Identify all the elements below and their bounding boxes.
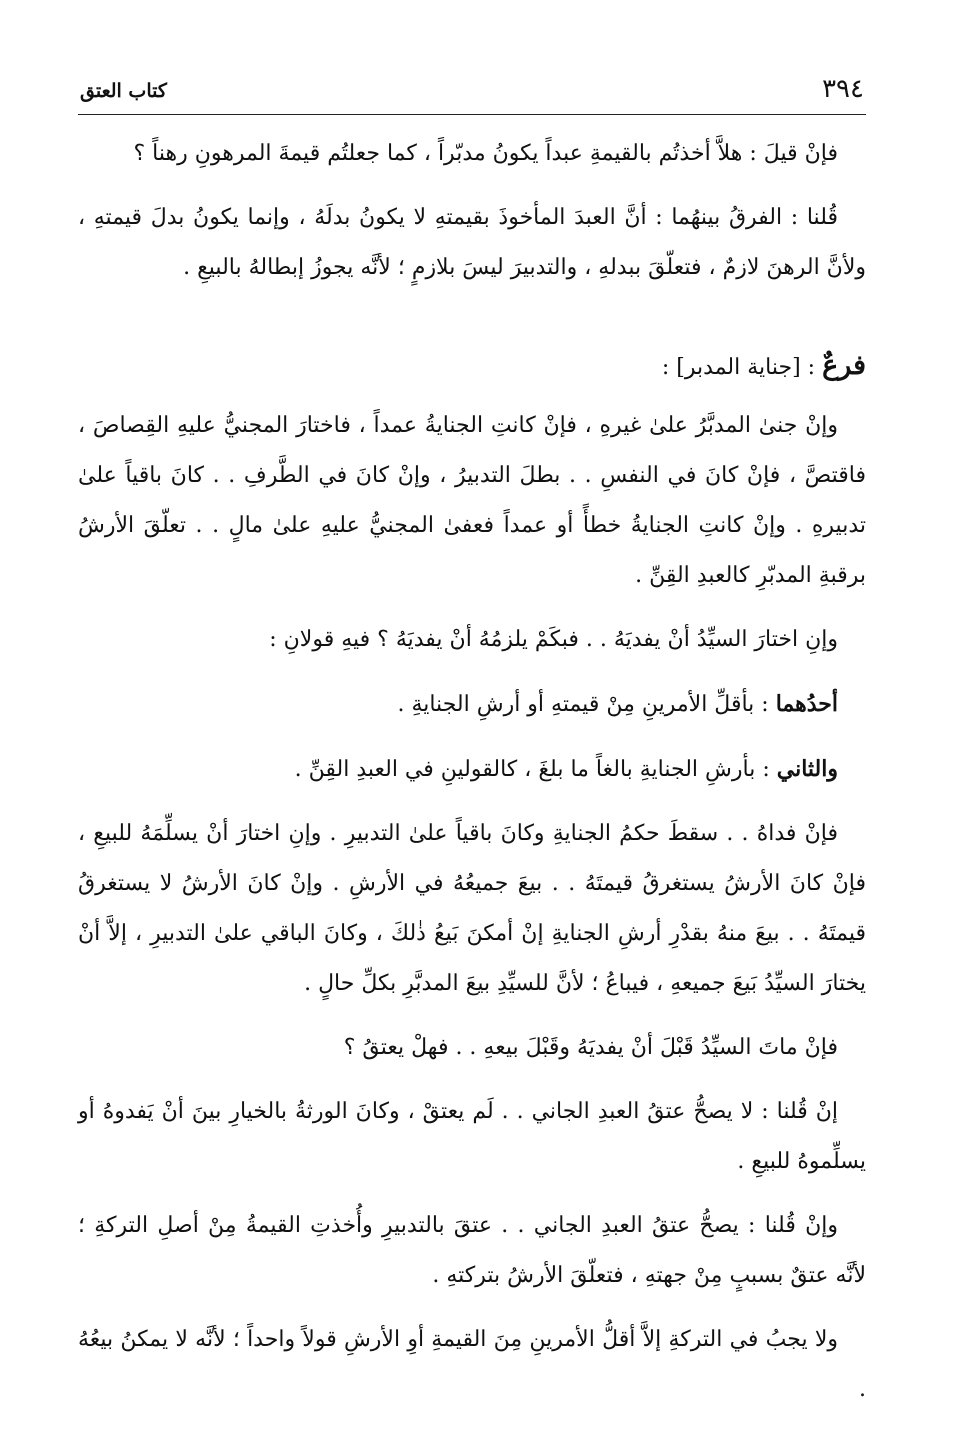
paragraph [78, 1087, 866, 1187]
paragraph-text: فإنْ ماتَ السيِّدُ قَبْلَ أنْ يفديَهُ وقَبْلَ بيعهِ . . فهلْ يعتقُ ؟ [343, 1035, 838, 1060]
paragraph [78, 193, 866, 293]
document-page [78, 70, 866, 1429]
paragraph [78, 679, 866, 730]
paragraph-text: فإنْ فداهُ . . سقطَ حكمُ الجنايةِ وكانَ باقياً علىٰ التدبيرِ . وإنِ اختارَ أنْ يسلِّمَهُ للبيعِ ، فإنْ كانَ الأرشُ يستغرقُ قيمتَهُ . . بيعَ جميعُهُ في الأرشِ . وإنْ كانَ الأرشُ لا يستغرقُ قيمتَهُ . . بيعَ منهُ بقدْرِ أرشِ الجنايةِ إنْ أمكنَ بَيعُ ذٰلكَ ، وكانَ الباقي علىٰ التدبيرِ ، إلاَّ أنْ يختارَ السيِّدُ بَيعَ جميعهِ ، فيباعُ ؛ لأنَّ للسيِّدِ بيعَ المدبَّرِ بكلِّ حالٍ . [78, 821, 866, 996]
paragraph-text: قُلنا : الفرقُ بينهُما : أنَّ العبدَ المأخوذَ بقيمتهِ لا يكونُ بدلَهُ ، وإنما يكونُ بدلَ قيمتهِ ، ولأنَّ الرهنَ لازمٌ ، فتعلّقَ ببدلهِ ، والتدبيرَ ليسَ بلازمٍ ؛ لأنَّه يجوزُ إبطالهُ بالبيعِ . [78, 205, 866, 280]
paragraph-lead: أحدُهما [775, 691, 838, 717]
paragraph-text: إنْ قُلنا : لا يصحُّ عتقُ العبدِ الجاني . . لَم يعتقْ ، وكانَ الورثةُ بالخيارِ بينَ أنْ يَفدوهُ أو يسلِّموهُ للبيعِ . [78, 1099, 866, 1174]
paragraph [78, 615, 866, 665]
section-label: فرعٌ [822, 350, 866, 381]
paragraph [78, 129, 866, 179]
section-title: : [جناية المدبر] : [661, 355, 816, 380]
page-number: ٣٩٤ [822, 74, 864, 104]
paragraph [78, 1201, 866, 1301]
paragraph-text: : بأقلِّ الأمرينِ مِنْ قيمتهِ أو أرشِ الجنايةِ . [397, 692, 769, 717]
paragraph [78, 1315, 866, 1415]
paragraph-text: ولا يجبُ في التركةِ إلاَّ أقلُّ الأمرينِ مِنَ القيمةِ أوِ الأرشِ قولاً واحداً ؛ لأنَّه لا يمكنُ بيعُهُ . [78, 1327, 866, 1402]
section-heading [78, 341, 866, 393]
paragraph [78, 809, 866, 1009]
paragraph-lead: والثاني [776, 756, 838, 782]
paragraph-text: وإنِ اختارَ السيِّدُ أنْ يفديَهُ . . فبكَمْ يلزمُهُ أنْ يفديَهُ ؟ فيهِ قولانِ : [269, 627, 838, 652]
paragraph-text: فإنْ قيلَ : هلاَّ أخذتُم بالقيمةِ عبداً يكونُ مدبّراً ، كما جعلتُم قيمةَ المرهونِ رهناً ؟ [133, 141, 838, 166]
paragraph [78, 401, 866, 601]
paragraph-text: : بأرشِ الجنايةِ بالغاً ما بلغَ ، كالقولينِ في العبدِ القِنِّ . [294, 757, 770, 782]
paragraph [78, 1023, 866, 1073]
page-body [78, 115, 866, 1415]
section-gap [78, 307, 866, 341]
running-title: كتاب العتق [80, 80, 167, 102]
page-header [78, 70, 866, 115]
paragraph [78, 744, 866, 795]
paragraph-text: وإنْ قُلنا : يصحُّ عتقُ العبدِ الجاني . . عتقَ بالتدبيرِ وأُخذتِ القيمةُ مِنْ أصلِ التركةِ ؛ لأنَّه عتقٌ بسببٍ مِنْ جهتهِ ، فتعلّقَ الأرشُ بتركتهِ . [78, 1213, 866, 1288]
paragraph-text: وإنْ جنىٰ المدبَّرُ علىٰ غيرهِ ، فإنْ كانتِ الجنايةُ عمداً ، فاختارَ المجنيُّ عليهِ القِصاصَ ، فاقتصَّ ، فإنْ كانَ في النفسِ . . بطلَ التدبيرُ ، وإنْ كانَ في الطَّرفِ . . كانَ باقياً علىٰ تدبيرهِ . وإنْ كانتِ الجنايةُ خطأً أو عمداً فعفىٰ المجنيُّ عليهِ علىٰ مالٍ . . تعلّقَ الأرشُ برقبةِ المدبّرِ كالعبدِ القِنِّ . [78, 413, 866, 588]
